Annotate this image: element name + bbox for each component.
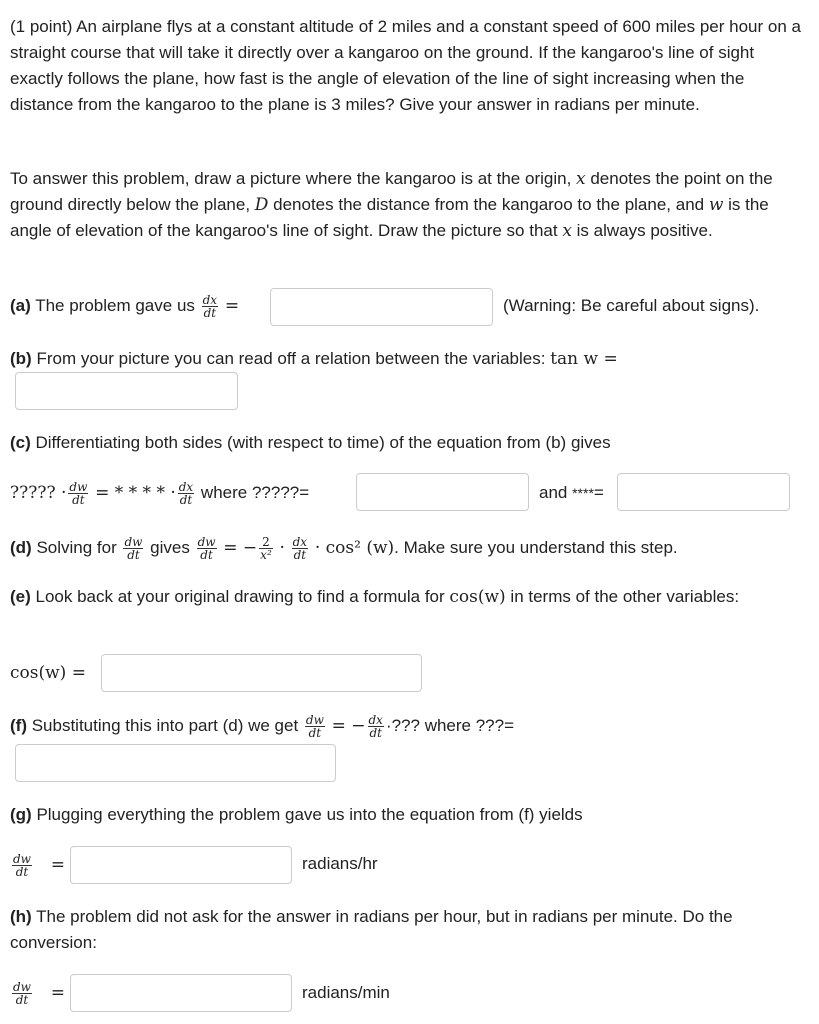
dx-dt-fraction: $\frac{dx}{dt}$ (202, 293, 218, 321)
part-c-where: where ?????= (196, 483, 310, 502)
part-b-label: (b) (10, 349, 32, 368)
part-h-label: (h) (10, 907, 32, 926)
part-h-answer-input[interactable] (70, 974, 292, 1012)
dw-dt-fraction: $\frac{dw}{dt}$ (197, 535, 216, 563)
var-x-2: x (562, 221, 572, 241)
part-b-text: From your picture you can read off a relation between the variables: (31, 349, 551, 368)
part-g-text: Plugging everything the problem gave us into the equation from (f) yields (31, 805, 583, 824)
part-f-prompt: (f) Substituting this into part (d) we get $\frac{dw}{dt}$ = − $\frac{dx}{dt}$ ·??? where ???= (10, 713, 515, 741)
dw-dt-fraction: $\frac{dw}{dt}$ (13, 980, 31, 1008)
dx-dt-fraction: $\frac{dx}{dt}$ (178, 480, 194, 508)
part-e-label: (e) (10, 587, 31, 606)
instructions-text-1: To answer this problem, draw a picture where the kangaroo is at the origin, (10, 169, 577, 188)
part-b-prompt (10, 346, 618, 372)
part-a-warning: (Warning: Be careful about signs). (503, 296, 760, 315)
part-a-label: (a) (10, 296, 31, 315)
part-d-text: Solving for (31, 538, 122, 557)
problem-statement: (1 point) An airplane flys at a constant altitude of 2 miles and a constant speed of 600 miles per hour on a straight course that will take it directly over a kangaroo on the ground. If the kangaroo's line of sight exactly follows the plane, how fast is the angle of elevation of the line of sight increasing when the distance from the kangaroo to the plane is 3 miles? Give your answer in radians per minute. (10, 17, 801, 114)
cos-squared-w: · cos² (w) (314, 538, 395, 558)
part-g-lhs: $\frac{dw}{dt}$ = (13, 852, 65, 880)
part-e-prompt: (e) Look back at your original drawing to find a formula for cos(w) in terms of the other variables: (10, 587, 740, 607)
part-c-and: and ****= (539, 483, 604, 502)
part-d-label: (d) (10, 538, 32, 557)
part-f-label: (f) (10, 716, 27, 735)
var-w: w (708, 195, 724, 215)
part-c-first-answer-input[interactable] (356, 473, 529, 511)
instructions-text-4: is the angle of elevation of the kangaroo's line of sight. Draw the picture so that (10, 195, 769, 240)
part-a-prompt (10, 293, 239, 319)
stars-placeholder: **** (572, 485, 594, 501)
part-g-label: (g) (10, 805, 32, 824)
part-a-answer-input[interactable] (270, 288, 493, 326)
var-D: D (254, 195, 269, 215)
part-g-answer-input[interactable] (70, 846, 292, 884)
part-h-unit: radians/min (302, 983, 390, 1002)
part-g-prompt (10, 802, 583, 828)
part-f-text: Substituting this into part (d) we get (26, 716, 303, 735)
part-e-text: Look back at your original drawing to find a formula for (30, 587, 450, 606)
var-x: x (576, 169, 586, 189)
dx-dt-fraction: $\frac{dx}{dt}$ (292, 535, 308, 563)
two-over-x-squared: $\frac{2}{\text{x²}}$ (260, 535, 272, 563)
instructions-text-5: is always positive. (571, 221, 713, 240)
part-f-answer-input[interactable] (15, 744, 336, 782)
part-h-lhs: $\frac{dw}{dt}$ = (13, 980, 65, 1008)
part-h-text: The problem did not ask for the answer in radians per hour, but in radians per minute. Do the conversion: (10, 907, 733, 952)
instructions (10, 166, 805, 244)
tan-w-expression: tan w = (550, 349, 618, 369)
part-c-equation (10, 480, 309, 506)
part-d-prompt: (d) Solving for $\frac{dw}{dt}$ gives $\frac{dw}{dt}$ = − $\frac{2}{\text{x²}}$ · $\frac{dx}{dt}$ · cos² (w). Make sure you understand this step. (10, 535, 678, 563)
dw-dt-fraction: $\frac{dw}{dt}$ (69, 480, 88, 508)
part-h-prompt (10, 904, 805, 956)
cos-w-expression: cos(w) (449, 587, 506, 607)
part-e-lhs: cos(w) = (10, 663, 86, 683)
part-c-lhs: ????? · (10, 483, 67, 503)
part-c-mid: = * * * * · (95, 483, 176, 503)
part-g-unit: radians/hr (302, 854, 378, 873)
part-b-answer-input[interactable] (15, 372, 238, 410)
dw-dt-fraction: $\frac{dw}{dt}$ (13, 852, 31, 880)
part-a-text: The problem gave us (30, 296, 200, 315)
instructions-text-3: denotes the distance from the kangaroo to the plane, and (268, 195, 709, 214)
part-c-text: Differentiating both sides (with respect to time) of the equation from (b) gives (30, 433, 611, 452)
part-e-answer-input[interactable] (101, 654, 422, 692)
part-c-prompt (10, 430, 611, 456)
dw-dt-fraction: $\frac{dw}{dt}$ (124, 535, 143, 563)
instructions-text-2: denotes the point on the ground directly below the plane, (10, 169, 773, 214)
dx-dt-fraction: $\frac{dx}{dt}$ (368, 713, 383, 741)
dw-dt-fraction: $\frac{dw}{dt}$ (305, 713, 324, 741)
part-c-second-answer-input[interactable] (617, 473, 790, 511)
equals-sign: = (224, 296, 240, 316)
part-c-label: (c) (10, 433, 31, 452)
